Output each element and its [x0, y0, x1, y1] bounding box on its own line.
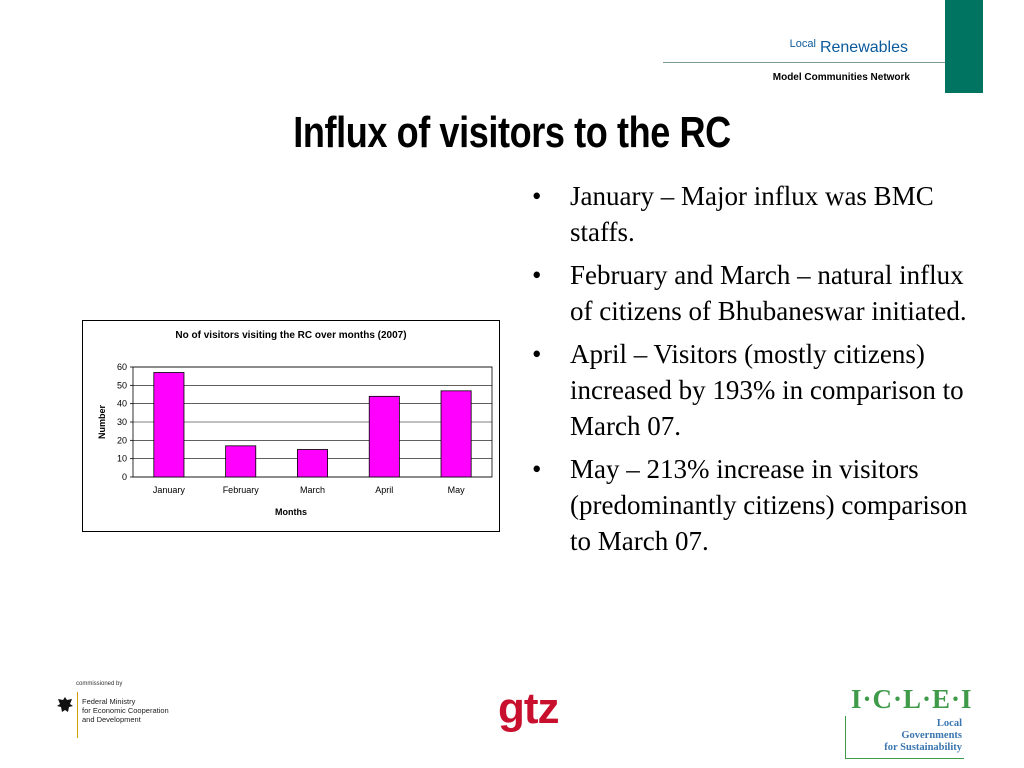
- x-tick-label: April: [375, 485, 394, 495]
- iclei-line-1: Local: [936, 718, 962, 729]
- y-tick-label: 40: [116, 398, 127, 409]
- y-tick-label: 20: [116, 435, 127, 446]
- bullet-dot: •: [532, 454, 542, 484]
- ministry-line-1: Federal Ministry: [82, 697, 136, 706]
- slide-title: Influx of visitors to the RC: [293, 108, 731, 157]
- ministry-line-2: for Economic Cooperation: [82, 706, 169, 715]
- iclei-logo: I·C·L·E·I: [851, 684, 973, 714]
- bar-february: [226, 446, 256, 477]
- ministry-divider: [77, 692, 78, 738]
- ministry-line-3: and Development: [82, 715, 141, 724]
- x-tick-label: February: [222, 485, 259, 495]
- brand-local: Local: [789, 38, 816, 50]
- iclei-subtitle: [850, 718, 962, 754]
- x-tick-label: January: [152, 485, 185, 495]
- brand-renewables: Renewables: [819, 39, 908, 56]
- ministry-logo-text: [82, 697, 169, 724]
- brand-logo: [700, 38, 908, 57]
- iclei-line-3: for Sustainability: [884, 742, 962, 753]
- bullet-item: [530, 451, 970, 559]
- bullet-text: May – 213% increase in visitors (predominantly citizens) comparison to March 07.: [570, 454, 968, 556]
- gtz-logo: gtz: [498, 684, 559, 733]
- bar-january: [154, 373, 184, 478]
- bar-may: [441, 391, 471, 477]
- bullet-text: April – Visitors (mostly citizens) increased by 193% in comparison to March 07.: [570, 339, 964, 441]
- y-tick-label: 30: [116, 417, 127, 427]
- y-axis-label: Number: [97, 404, 107, 440]
- bullet-text: January – Major influx was BMC staffs.: [570, 181, 934, 247]
- y-tick-label: 10: [116, 453, 127, 464]
- y-tick-label: 0: [121, 472, 127, 482]
- bullet-item: [530, 336, 970, 444]
- federal-eagle-icon: [56, 696, 74, 716]
- y-tick-label: 60: [116, 362, 127, 372]
- bullet-dot: •: [532, 181, 542, 211]
- bar-march: [297, 450, 327, 478]
- bar-chart: [83, 321, 499, 531]
- brand-network: Model Communities Network: [772, 72, 910, 83]
- bullet-dot: •: [532, 339, 542, 369]
- bullet-list: [530, 178, 970, 566]
- x-tick-label: March: [299, 485, 326, 495]
- y-tick-label: 50: [116, 380, 127, 391]
- iclei-line-2: Governments: [901, 730, 962, 741]
- commissioned-by-label: commissioned by: [76, 681, 123, 687]
- x-axis-label: Months: [275, 507, 307, 517]
- brand-divider: [663, 62, 945, 63]
- chart-container: [82, 320, 500, 532]
- bullet-dot: •: [532, 260, 542, 290]
- bullet-item: [530, 178, 970, 250]
- teal-accent-bar: [945, 0, 983, 93]
- bullet-item: [530, 257, 970, 329]
- bar-april: [369, 396, 399, 477]
- chart-title: No of visitors visiting the RC over months (2007): [175, 330, 407, 341]
- bullet-text: February and March – natural influx of citizens of Bhubaneswar initiated.: [570, 260, 967, 326]
- x-tick-label: May: [447, 485, 465, 495]
